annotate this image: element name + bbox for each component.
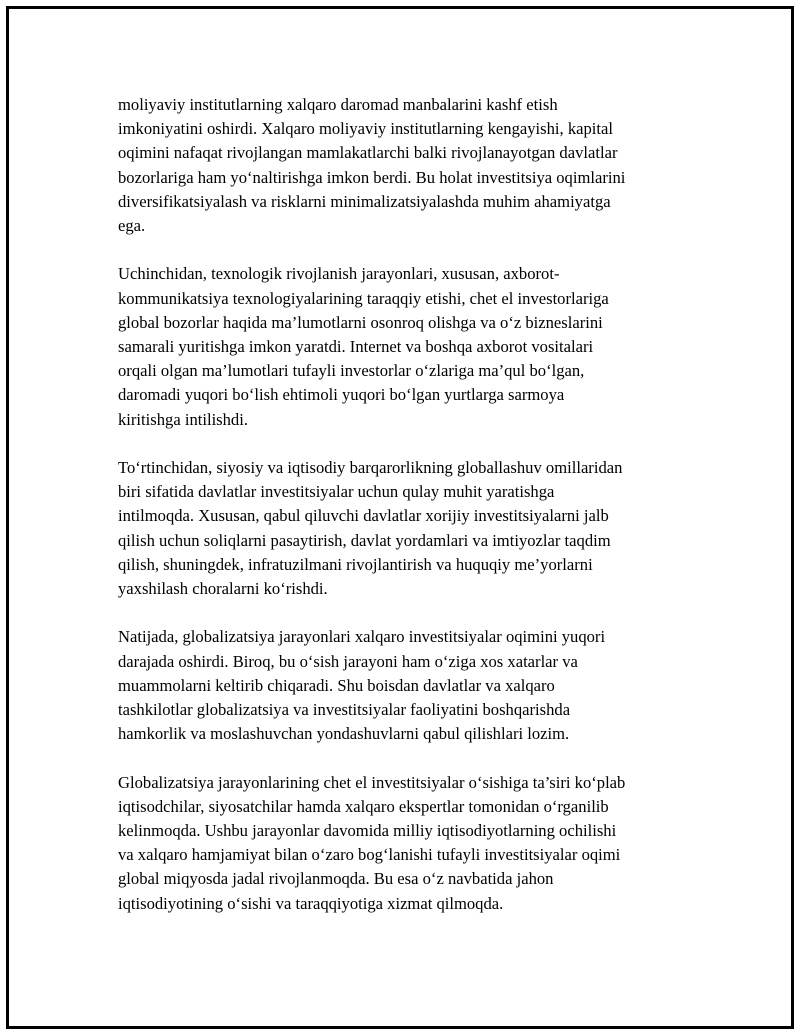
text-line: qilish uchun soliqlarni pasaytirish, davlat yordamlari va imtiyozlar taqdim	[118, 530, 611, 550]
text-line: global bozorlar haqida ma’lumotlarni osonroq olishga va o‘z bizneslarini	[118, 312, 603, 332]
paragraph	[118, 456, 698, 601]
text-line: muammolarni keltirib chiqaradi. Shu boisdan davlatlar va xalqaro	[118, 675, 555, 695]
text-line: moliyaviy institutlarning xalqaro daromad manbalarini kashf etish	[118, 95, 558, 114]
text-line: diversifikatsiyalash va risklarni minimalizatsiyalashda muhim ahamiyatga	[118, 191, 611, 211]
text-line: qilish, shuningdek, infratuzilmani rivojlantirish va huquqiy me’yorlarni	[118, 554, 593, 574]
text-line: tashkilotlar globalizatsiya va investitsiyalar faoliyatini boshqarishda	[118, 700, 571, 720]
text-line: To‘rtinchidan, siyosiy va iqtisodiy barqarorlikning globallashuv omillaridan	[118, 458, 623, 478]
document-body	[118, 93, 698, 940]
paragraph	[118, 262, 698, 431]
text-line: kelinmoqda. Ushbu jarayonlar davomida milliy iqtisodiyotlarning ochilishi	[118, 821, 617, 841]
text-line: daromadi yuqori bo‘lish ehtimoli yuqori bo‘lgan yurtlarga sarmoya	[118, 385, 565, 405]
text-line: biri sifatida davlatlar investitsiyalar uchun qulay muhit yaratishga	[118, 482, 555, 502]
text-line: kommunikatsiya texnologiyalarining taraqqiy etishi, chet el investorlariga	[118, 288, 609, 308]
text-line: yaxshilash choralarni ko‘rishdi.	[118, 579, 328, 599]
paragraph	[118, 771, 698, 916]
text-line: samarali yuritishga imkon yaratdi. Internet va boshqa axborot vositalari	[118, 337, 594, 357]
text-line: orqali olgan ma’lumotlari tufayli investorlar o‘zlariga ma’qul bo‘lgan,	[118, 361, 585, 381]
text-line: oqimini nafaqat rivojlangan mamlakatlarchi balki rivojlanayotgan davlatlar	[118, 143, 618, 163]
text-line: kiritishga intilishdi.	[118, 409, 248, 429]
text-line: darajada oshirdi. Biroq, bu o‘sish jarayoni ham o‘ziga xos xatarlar va	[118, 651, 578, 671]
text-line: Natijada, globalizatsiya jarayonlari xalqaro investitsiyalar oqimini yuqori	[118, 627, 606, 647]
text-line: iqtisodiyotining o‘sishi va taraqqiyotiga xizmat qilmoqda.	[118, 893, 504, 913]
paragraph	[118, 93, 698, 238]
text-line: intilmoqda. Xususan, qabul qiluvchi davlatlar xorijiy investitsiyalarni jalb	[118, 506, 609, 526]
text-line: hamkorlik va moslashuvchan yondashuvlarni qabul qilishlari lozim.	[118, 724, 570, 744]
text-line: global miqyosda jadal rivojlanmoqda. Bu esa o‘z navbatida jahon	[118, 869, 554, 889]
text-line: Globalizatsiya jarayonlarining chet el investitsiyalar o‘sishiga ta’siri ko‘plab	[118, 772, 626, 792]
text-line: Uchinchidan, texnologik rivojlanish jarayonlari, xususan, axborot-	[118, 264, 560, 284]
text-line: imkoniyatini oshirdi. Xalqaro moliyaviy institutlarning kengayishi, kapital	[118, 119, 613, 139]
paragraph	[118, 625, 698, 746]
text-line: iqtisodchilar, siyosatchilar hamda xalqaro ekspertlar tomonidan o‘rganilib	[118, 796, 609, 816]
text-line: ega.	[118, 216, 146, 236]
text-line: va xalqaro hamjamiyat bilan o‘zaro bog‘lanishi tufayli investitsiyalar oqimi	[118, 845, 621, 865]
text-line: bozorlariga ham yo‘naltirishga imkon berdi. Bu holat investitsiya oqimlarini	[118, 167, 626, 187]
